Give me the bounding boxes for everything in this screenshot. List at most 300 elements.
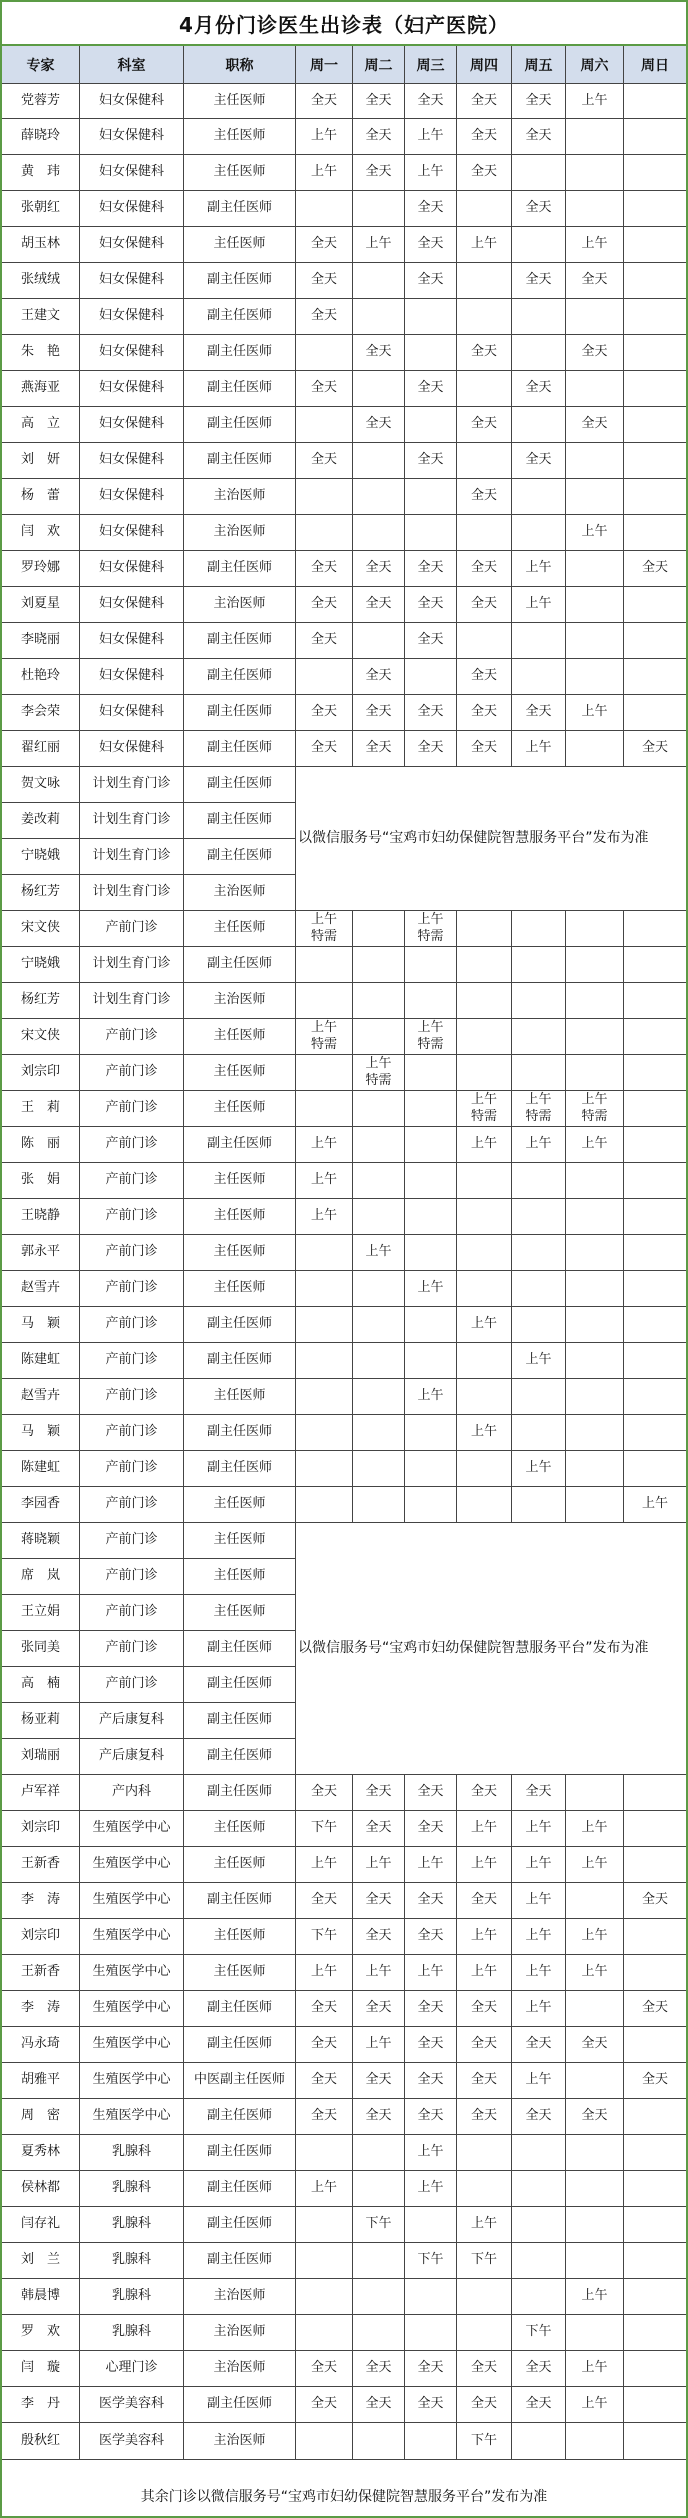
doctor-name: 李 涛 [2, 1883, 80, 1918]
schedule-cell: 上午 [566, 1847, 624, 1882]
department: 产前门诊 [80, 1667, 184, 1702]
schedule-cell [566, 479, 624, 514]
schedule-cell [624, 407, 686, 442]
title-rank: 主任医师 [184, 1271, 296, 1306]
schedule-cell [566, 659, 624, 694]
table-row [2, 191, 686, 227]
schedule-cell [566, 191, 624, 226]
schedule-cell: 上午 [512, 1991, 566, 2026]
schedule-cell: 全天 [566, 335, 624, 370]
col-header: 周二 [353, 46, 405, 83]
schedule-cell: 上午 [405, 2171, 457, 2206]
schedule-cell: 上午 [457, 1847, 512, 1882]
schedule-cell [405, 479, 457, 514]
schedule-cell [566, 1307, 624, 1342]
schedule-cell: 上午 [512, 1343, 566, 1378]
schedule-cell [624, 1163, 686, 1198]
table-row [2, 1379, 686, 1415]
doctor-name: 周 密 [2, 2099, 80, 2134]
schedule-cell [405, 983, 457, 1018]
doctor-name: 刘 兰 [2, 2243, 80, 2278]
schedule-cell [624, 911, 686, 946]
title-rank: 主任医师 [184, 1559, 296, 1594]
table-row [2, 443, 686, 479]
doctor-name: 王立娟 [2, 1595, 80, 1630]
schedule-cell [405, 1343, 457, 1378]
schedule-cell: 上午 [566, 227, 624, 262]
doctor-name: 李园香 [2, 1487, 80, 1522]
sheet-title: 4月份门诊医生出诊表（妇产医院） [2, 2, 686, 46]
title-rank: 副主任医师 [184, 1343, 296, 1378]
schedule-cell [457, 1379, 512, 1414]
schedule-cell: 全天 [296, 2387, 353, 2422]
department: 医学美容科 [80, 2423, 184, 2459]
table-row [2, 659, 686, 695]
table-row [2, 84, 686, 119]
table-row [2, 2423, 686, 2460]
schedule-cell [566, 1055, 624, 1090]
schedule-cell: 上午 [566, 515, 624, 550]
table-row [2, 371, 686, 407]
col-header: 周三 [405, 46, 457, 83]
schedule-cell [512, 1199, 566, 1234]
schedule-cell [353, 263, 405, 298]
schedule-cell: 上午 [405, 1847, 457, 1882]
schedule-cell [457, 1343, 512, 1378]
schedule-cell [624, 695, 686, 730]
doctor-name: 朱 艳 [2, 335, 80, 370]
schedule-cell [457, 515, 512, 550]
schedule-cell [624, 2315, 686, 2350]
table-row [2, 1955, 686, 1991]
schedule-cell [353, 1307, 405, 1342]
schedule-cell [457, 983, 512, 1018]
schedule-cell [566, 155, 624, 190]
department: 妇女保健科 [80, 695, 184, 730]
schedule-cell: 上午 [512, 1811, 566, 1846]
schedule-cell [624, 623, 686, 658]
schedule-cell: 全天 [296, 299, 353, 334]
schedule-cell [405, 299, 457, 334]
doctor-name: 刘宗印 [2, 1919, 80, 1954]
header-row [2, 46, 686, 84]
schedule-cell: 上午 [566, 2387, 624, 2422]
schedule-cell: 全天 [296, 443, 353, 478]
schedule-cell: 全天 [296, 2063, 353, 2098]
doctor-name: 陈建虹 [2, 1343, 80, 1378]
schedule-cell [457, 623, 512, 658]
schedule-cell [624, 2207, 686, 2242]
doctor-name: 闫 欢 [2, 515, 80, 550]
schedule-cell [353, 1091, 405, 1126]
table-row [2, 2243, 686, 2279]
schedule-cell [512, 407, 566, 442]
schedule-cell [512, 1307, 566, 1342]
schedule-cell [566, 1415, 624, 1450]
schedule-cell [512, 1055, 566, 1090]
schedule-cell [566, 1343, 624, 1378]
schedule-cell: 全天 [353, 1919, 405, 1954]
doctor-name: 刘宗印 [2, 1055, 80, 1090]
title-rank: 主任医师 [184, 1091, 296, 1126]
schedule-cell: 全天 [512, 263, 566, 298]
schedule-cell [624, 371, 686, 406]
schedule-cell: 上午 [353, 2027, 405, 2062]
schedule-cell [353, 2135, 405, 2170]
department: 妇女保健科 [80, 299, 184, 334]
doctor-name: 韩晨博 [2, 2279, 80, 2314]
department: 妇女保健科 [80, 731, 184, 766]
schedule-cell [624, 1415, 686, 1450]
table-row [2, 695, 686, 731]
schedule-cell: 全天 [457, 335, 512, 370]
title-rank: 副主任医师 [184, 263, 296, 298]
schedule-cell [566, 119, 624, 154]
schedule-cell [566, 911, 624, 946]
schedule-cell [457, 263, 512, 298]
table-row [2, 2063, 686, 2099]
table-row [2, 407, 686, 443]
schedule-cell: 全天 [353, 551, 405, 586]
schedule-cell [566, 587, 624, 622]
schedule-cell [624, 2387, 686, 2422]
title-rank: 主治医师 [184, 2423, 296, 2459]
doctor-name: 王建文 [2, 299, 80, 334]
title-rank: 主治医师 [184, 2279, 296, 2314]
table-row [2, 1415, 686, 1451]
doctor-name: 薛晓玲 [2, 119, 80, 154]
schedule-cell: 全天 [405, 84, 457, 118]
schedule-cell [405, 1091, 457, 1126]
title-rank: 主任医师 [184, 911, 296, 946]
department: 妇女保健科 [80, 515, 184, 550]
schedule-cell [624, 1379, 686, 1414]
table-row [2, 1883, 686, 1919]
schedule-cell: 全天 [457, 407, 512, 442]
schedule-cell: 下午 [296, 1919, 353, 1954]
schedule-cell: 全天 [457, 1883, 512, 1918]
schedule-cell [296, 2207, 353, 2242]
schedule-cell [405, 1415, 457, 1450]
schedule-cell: 全天 [296, 263, 353, 298]
schedule-cell: 上午 [512, 551, 566, 586]
schedule-cell: 全天 [405, 2027, 457, 2062]
title-rank: 副主任医师 [184, 551, 296, 586]
schedule-cell: 全天 [512, 371, 566, 406]
schedule-cell: 全天 [641, 2072, 668, 2088]
schedule-cell: 上午 特需 [405, 911, 457, 946]
department: 产前门诊 [80, 1595, 184, 1630]
title-rank: 主任医师 [184, 1199, 296, 1234]
doctor-name: 刘宗印 [2, 1811, 80, 1846]
title-rank: 副主任医师 [184, 1703, 296, 1738]
schedule-cell [566, 1019, 624, 1054]
department: 乳腺科 [80, 2207, 184, 2242]
schedule-cell: 全天 [405, 2351, 457, 2386]
schedule-cell: 全天 [353, 695, 405, 730]
department: 乳腺科 [80, 2315, 184, 2350]
schedule-cell [566, 2243, 624, 2278]
schedule-cell: 上午 [405, 1271, 457, 1306]
title-rank: 主任医师 [184, 1811, 296, 1846]
title-rank: 主治医师 [184, 875, 296, 910]
schedule-cell: 全天 [512, 119, 566, 154]
schedule-cell: 上午 特需 [296, 911, 353, 946]
schedule-cell [512, 479, 566, 514]
doctor-name: 高 立 [2, 407, 80, 442]
table-row [2, 335, 686, 371]
schedule-cell [624, 1199, 686, 1234]
schedule-cell [566, 2135, 624, 2170]
department: 计划生育门诊 [80, 839, 184, 874]
schedule-cell: 全天 [566, 263, 624, 298]
schedule-cell [512, 1487, 566, 1522]
department: 产前门诊 [80, 1307, 184, 1342]
table-row [2, 2135, 686, 2171]
schedule-cell [353, 983, 405, 1018]
title-rank: 主治医师 [184, 2351, 296, 2386]
schedule-cell [457, 2315, 512, 2350]
schedule-cell: 上午 [296, 119, 353, 154]
doctor-name: 侯林都 [2, 2171, 80, 2206]
schedule-cell [566, 1775, 624, 1810]
title-rank: 主治医师 [184, 515, 296, 550]
schedule-cell [296, 2243, 353, 2278]
schedule-cell [353, 911, 405, 946]
department: 妇女保健科 [80, 335, 184, 370]
schedule-cell [624, 1235, 686, 1270]
department: 妇女保健科 [80, 623, 184, 658]
schedule-cell: 上午 特需 [296, 1019, 353, 1054]
department: 产前门诊 [80, 1559, 184, 1594]
doctor-name: 赵雪卉 [2, 1271, 80, 1306]
schedule-cell [624, 2135, 686, 2170]
title-rank: 主治医师 [184, 587, 296, 622]
schedule-cell [512, 1235, 566, 1270]
schedule-cell: 全天 [405, 731, 457, 766]
title-rank: 主任医师 [184, 1019, 296, 1054]
title-rank: 副主任医师 [184, 1883, 296, 1918]
doctor-name: 姜改莉 [2, 803, 80, 838]
doctor-name: 陈 丽 [2, 1127, 80, 1162]
table-row [2, 623, 686, 659]
schedule-cell: 全天 [353, 84, 405, 118]
department: 计划生育门诊 [80, 983, 184, 1018]
merged-note: 以微信服务号“宝鸡市妇幼保健院智慧服务平台”发布为准 [296, 1523, 686, 1775]
schedule-cell: 下午 [457, 2423, 512, 2459]
title-rank: 主任医师 [184, 1163, 296, 1198]
title-rank: 副主任医师 [184, 1739, 296, 1774]
table-row [2, 983, 686, 1019]
schedule-cell [296, 1487, 353, 1522]
schedule-cell [624, 2027, 686, 2062]
schedule-cell: 全天 [405, 551, 457, 586]
department: 妇女保健科 [80, 407, 184, 442]
schedule-cell [624, 443, 686, 478]
doctor-name: 刘夏星 [2, 587, 80, 622]
schedule-cell [457, 947, 512, 982]
schedule-cell: 上午 [566, 1811, 624, 1846]
schedule-cell [624, 1271, 686, 1306]
schedule-cell: 全天 [353, 659, 405, 694]
department: 妇女保健科 [80, 155, 184, 190]
schedule-cell: 全天 [457, 1775, 512, 1810]
doctor-name: 刘 妍 [2, 443, 80, 478]
title-rank: 主任医师 [184, 227, 296, 262]
schedule-cell [512, 947, 566, 982]
schedule-cell [624, 2351, 686, 2386]
schedule-cell: 全天 [457, 2099, 512, 2134]
schedule-cell [296, 1271, 353, 1306]
table-row [2, 1199, 686, 1235]
schedule-cell: 上午 特需 [512, 1091, 566, 1126]
schedule-cell: 全天 [512, 695, 566, 730]
schedule-cell [624, 1451, 686, 1486]
schedule-cell: 上午 [405, 119, 457, 154]
schedule-cell: 上午 特需 [457, 1091, 512, 1126]
schedule-cell [566, 1199, 624, 1234]
title-rank: 主任医师 [184, 1595, 296, 1630]
schedule-cell [296, 191, 353, 226]
schedule-cell: 上午 [566, 2351, 624, 2386]
schedule-cell: 全天 [296, 695, 353, 730]
schedule-cell: 全天 [353, 2063, 405, 2098]
title-rank: 副主任医师 [184, 731, 296, 766]
col-header: 科室 [80, 46, 184, 83]
schedule-cell [353, 1271, 405, 1306]
title-rank: 主任医师 [184, 84, 296, 118]
table-row [2, 911, 686, 947]
schedule-cell [512, 335, 566, 370]
schedule-cell [566, 731, 624, 766]
title-rank: 副主任医师 [184, 407, 296, 442]
schedule-cell: 上午 [566, 1127, 624, 1162]
table-row [2, 1127, 686, 1163]
table-row [2, 1055, 686, 1091]
title-rank: 副主任医师 [184, 839, 296, 874]
schedule-cell [566, 2063, 624, 2098]
schedule-cell [296, 2315, 353, 2350]
department: 生殖医学中心 [80, 1991, 184, 2026]
schedule-cell [296, 335, 353, 370]
department: 医学美容科 [80, 2387, 184, 2422]
doctor-name: 宁晓娥 [2, 839, 80, 874]
schedule-cell: 上午 [566, 84, 624, 118]
department: 产内科 [80, 1775, 184, 1810]
schedule-cell: 上午 [353, 1955, 405, 1990]
schedule-cell [566, 2171, 624, 2206]
department: 产前门诊 [80, 1199, 184, 1234]
table-row [2, 227, 686, 263]
schedule-cell [296, 2279, 353, 2314]
schedule-cell: 全天 [405, 587, 457, 622]
title-rank: 副主任医师 [184, 623, 296, 658]
schedule-cell [566, 1883, 624, 1918]
schedule-cell [566, 299, 624, 334]
schedule-cell [624, 2423, 686, 2459]
title-rank: 副主任医师 [184, 1667, 296, 1702]
schedule-cell [457, 1235, 512, 1270]
schedule-cell: 全天 [405, 1991, 457, 2026]
schedule-cell [624, 1307, 686, 1342]
col-header: 专家 [2, 46, 80, 83]
table-row [2, 2315, 686, 2351]
department: 产前门诊 [80, 911, 184, 946]
schedule-cell [353, 2279, 405, 2314]
doctor-name: 李晓丽 [2, 623, 80, 658]
table-row [2, 299, 686, 335]
schedule-cell [353, 2243, 405, 2278]
schedule-cell [405, 1487, 457, 1522]
department: 生殖医学中心 [80, 1847, 184, 1882]
schedule-cell [566, 1451, 624, 1486]
schedule-cell: 全天 [405, 371, 457, 406]
doctor-name: 李 丹 [2, 2387, 80, 2422]
doctor-name: 殷秋红 [2, 2423, 80, 2459]
schedule-cell: 全天 [405, 2387, 457, 2422]
table-row [2, 1343, 686, 1379]
title-rank: 主任医师 [184, 1487, 296, 1522]
department: 产前门诊 [80, 1091, 184, 1126]
doctor-name: 王 莉 [2, 1091, 80, 1126]
department: 妇女保健科 [80, 191, 184, 226]
title-rank: 副主任医师 [184, 1775, 296, 1810]
schedule-cell [566, 1487, 624, 1522]
table-row [2, 2279, 686, 2315]
schedule-cell: 上午 [296, 2171, 353, 2206]
department: 乳腺科 [80, 2135, 184, 2170]
department: 产前门诊 [80, 1127, 184, 1162]
schedule-cell [353, 443, 405, 478]
schedule-cell: 全天 [512, 1775, 566, 1810]
schedule-cell: 全天 [405, 1811, 457, 1846]
schedule-cell: 全天 [296, 1883, 353, 1918]
footer-note: 其余门诊以微信服务号“宝鸡市妇幼保健院智慧服务平台”发布为准 [140, 2489, 548, 2505]
schedule-cell [296, 1307, 353, 1342]
schedule-cell: 全天 [296, 623, 353, 658]
doctor-name: 马 颖 [2, 1307, 80, 1342]
schedule-cell [296, 947, 353, 982]
doctor-name: 王晓静 [2, 1199, 80, 1234]
schedule-cell [566, 947, 624, 982]
doctor-name: 胡雅平 [2, 2063, 80, 2098]
department: 产前门诊 [80, 1379, 184, 1414]
schedule-cell: 全天 [405, 1919, 457, 1954]
schedule-cell: 上午 [641, 1496, 668, 1512]
schedule-cell: 全天 [457, 551, 512, 586]
schedule-cell [566, 371, 624, 406]
schedule-cell [405, 1055, 457, 1090]
schedule-cell: 全天 [353, 2387, 405, 2422]
doctor-name: 马 颖 [2, 1415, 80, 1450]
schedule-cell [296, 1091, 353, 1126]
schedule-cell: 上午 特需 [566, 1091, 624, 1126]
schedule-cell [566, 2315, 624, 2350]
schedule-cell [624, 191, 686, 226]
schedule-cell [457, 1019, 512, 1054]
table-row [2, 1775, 686, 1811]
schedule-cell: 全天 [457, 659, 512, 694]
department: 产前门诊 [80, 1523, 184, 1558]
schedule-cell [353, 2315, 405, 2350]
schedule-cell: 上午 [512, 1127, 566, 1162]
schedule-cell: 下午 [296, 1811, 353, 1846]
schedule-cell [512, 2243, 566, 2278]
schedule-cell [457, 1163, 512, 1198]
schedule-cell [624, 1775, 686, 1810]
schedule-cell [296, 1055, 353, 1090]
schedule-cell [457, 443, 512, 478]
